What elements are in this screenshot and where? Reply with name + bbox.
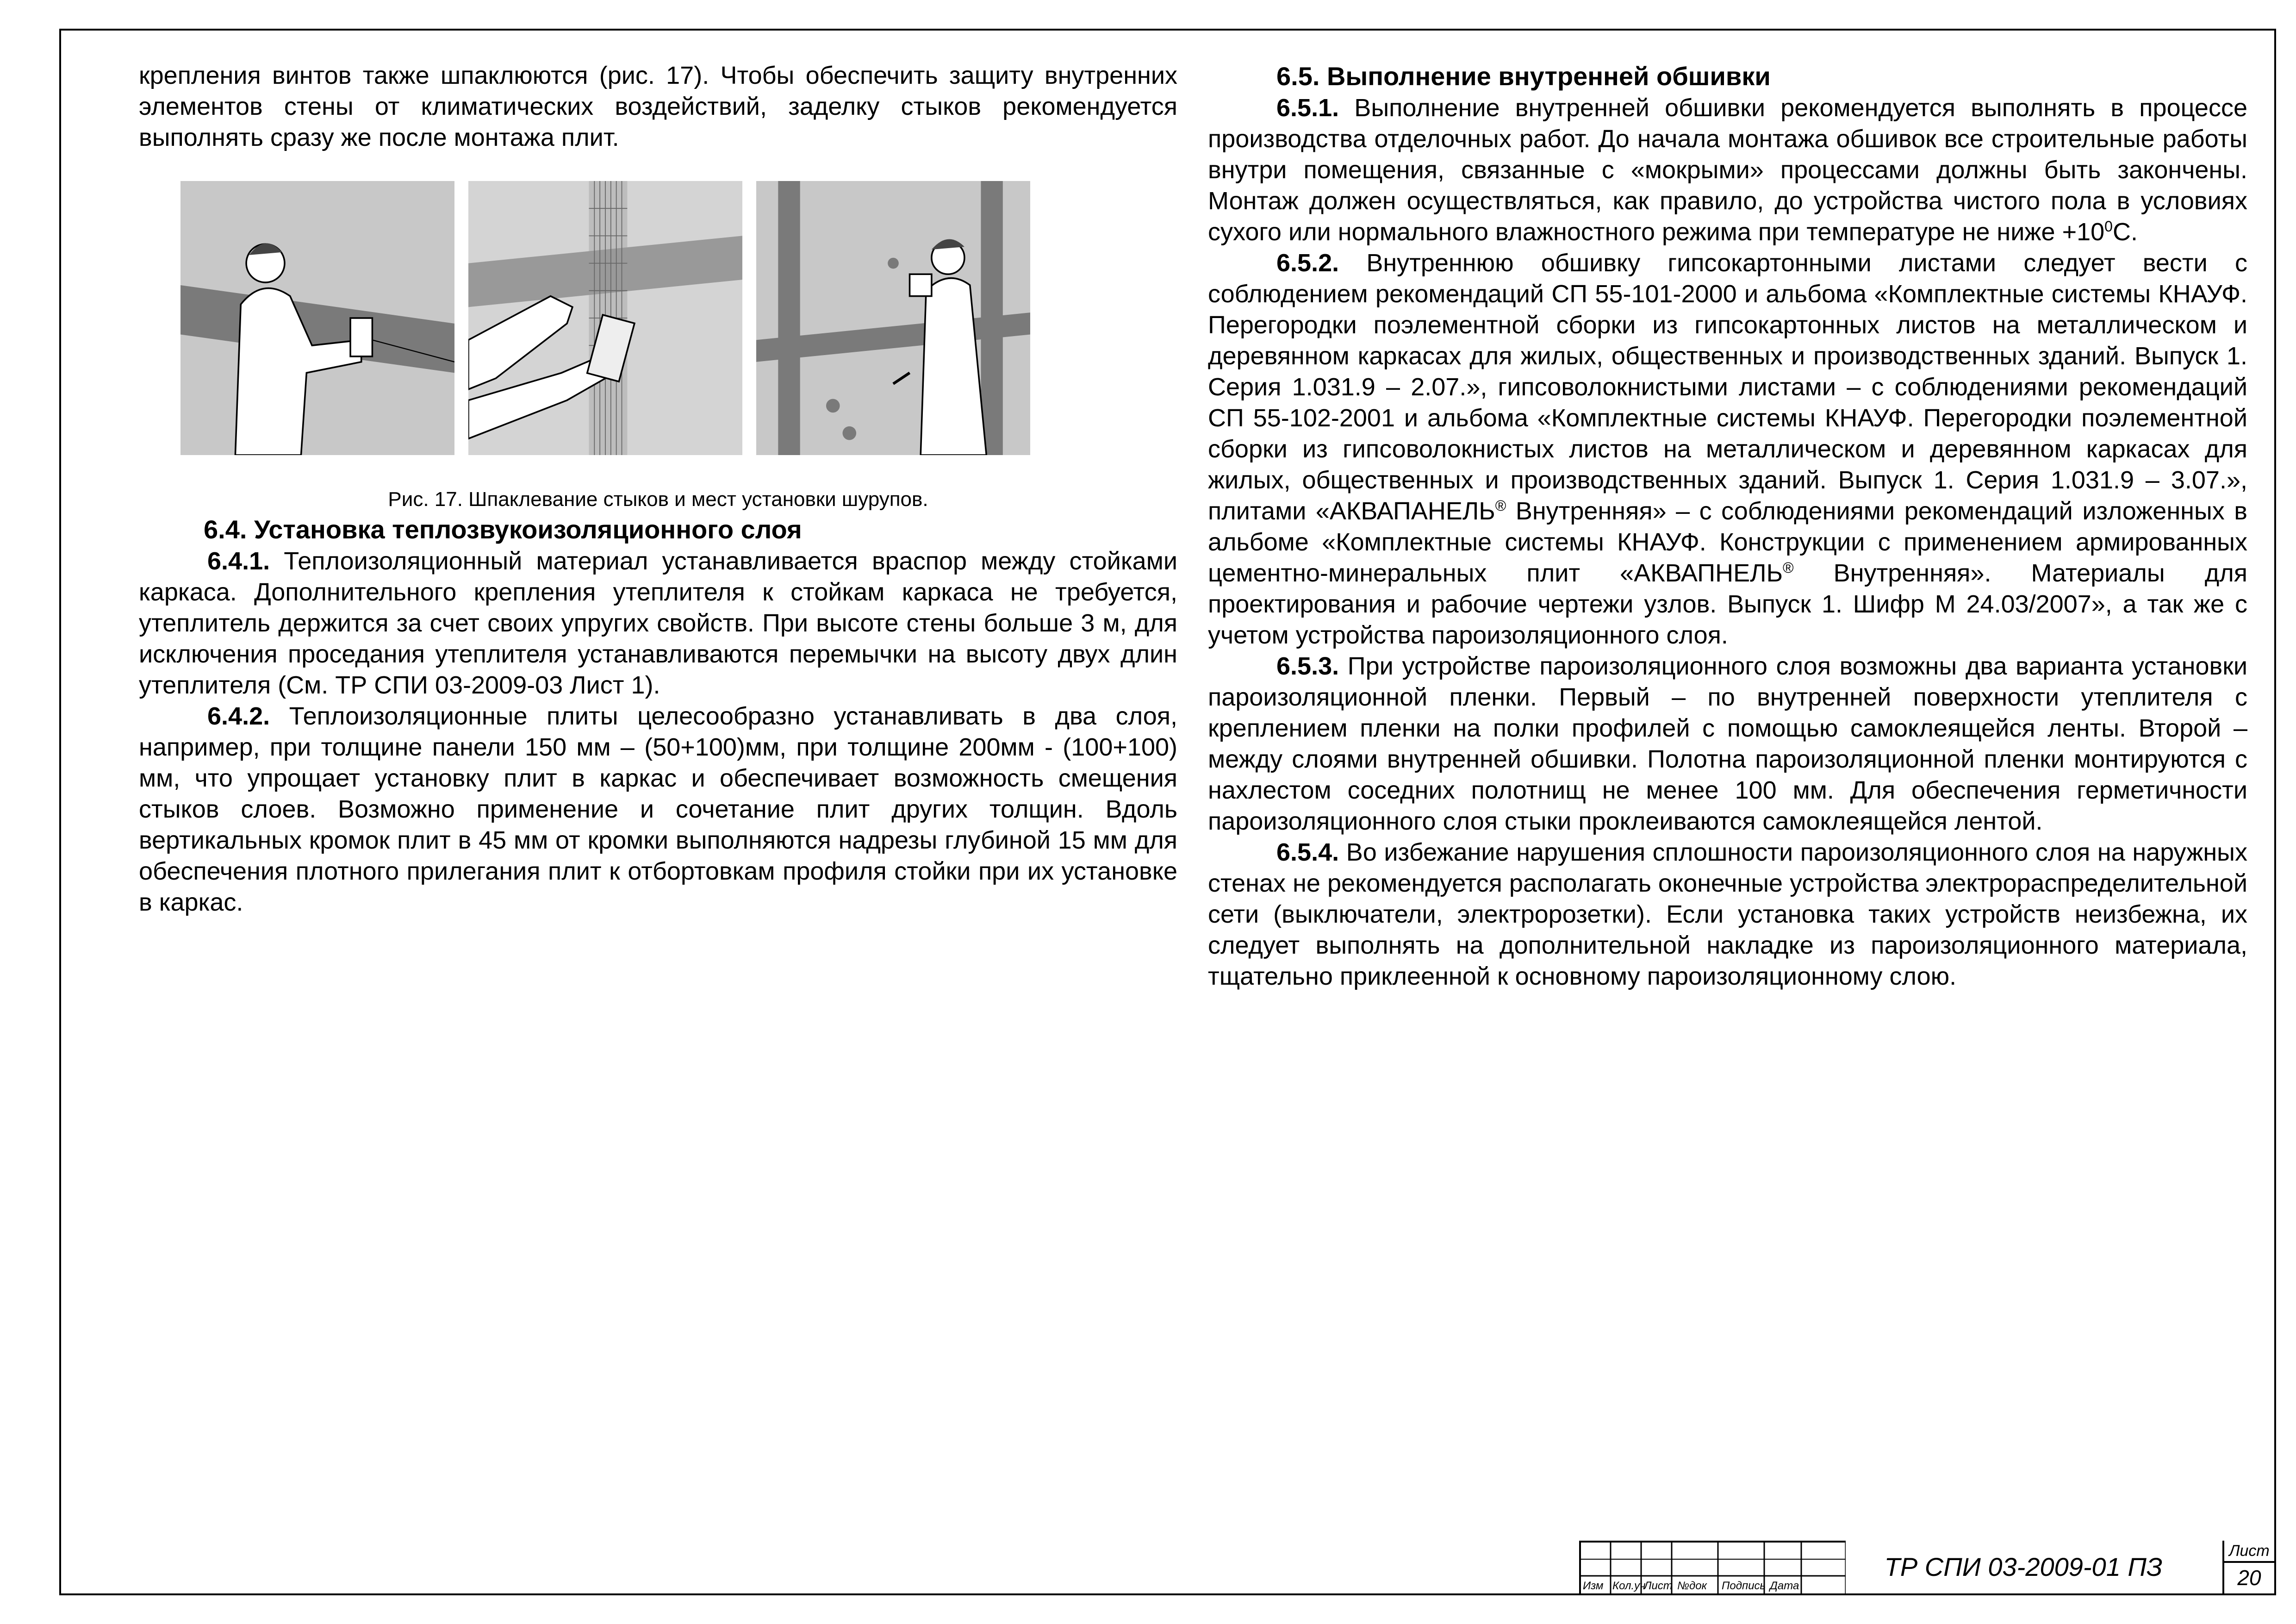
label-kol-uch: Кол.уч [1612,1580,1646,1592]
paragraph-text: Внутренняя». Материалы для проектирования и рабочие чертежи узлов. Выпуск 1. Шифр М 24.03/2007», а так же с учетом устройства пароизоляционного слоя. [1208,559,2247,649]
paragraph-text: Выполнение внутренней обшивки рекомендуется выполнять в процессе производства отделочных работ. До начала монтажа обшивок все строительные работы внутри помещения, связанные с «мокрыми» процессами должны быть закончены. Монтаж должен осуществляться, как правило, до устройства чистого пола в условиях сухого или нормального влажностного режима при температуре не ниже +10 [1208,94,2247,246]
figure-worker-1 [180,181,454,455]
paragraph-number: 6.4.1. [207,547,270,575]
degree-superscript: 0 [2104,218,2113,235]
paragraph-6-5-1 [1208,93,2247,248]
paragraph-number: 6.5.3. [1276,652,1339,680]
registered-mark: ® [1495,497,1506,514]
right-column [1208,60,2247,992]
sheet-number: 20 [2237,1566,2261,1590]
paragraph-text: Теплоизоляционные плиты целесообразно устанавливать в два слоя, например, при толщине панели 150 мм – (50+100)мм, при толщине 200мм - (100+100) мм, что упрощает установку плит в каркас и обеспечивает возможность смещения стыков слоев. Возможно применение и сочетание плит других толщин. Вдоль вертикальных кромок плит в 45 мм от кромки выполняются надрезы глубиной 15 мм для обеспечения плотного прилегания плит к отбортовкам профиля стойки при их установке в каркас. [139,702,1177,916]
paragraph-text-end: С. [2112,218,2138,246]
intro-paragraph: крепления винтов также шпаклюются (рис. 17). Чтобы обеспечить защиту внутренних элементов стены от климатических воздействий, заделку стыков рекомендуется выполнять сразу же после монтажа плит. [139,62,1177,151]
paragraph-number: 6.5.4. [1276,838,1339,866]
document-code: ТР СПИ 03-2009-01 ПЗ [1884,1552,2163,1581]
figure-worker-3 [756,181,1030,455]
title-block-labels [1579,1576,1846,1593]
title-block [1579,1541,2274,1593]
paragraph-number: 6.5.1. [1276,94,1339,122]
registered-mark: ® [1783,559,1794,576]
paragraph-text: Во избежание нарушения сплошности пароизоляционного слоя на наружных стенах не рекомендуется располагать оконечные устройства электрораспределительной сети (выключатели, электророзетки). Если установка таких устройств неизбежна, их следует выполнять на дополнительной накладке из пароизоляционного материала, тщательно приклеенной к основному пароизоляционному слою. [1208,838,2247,990]
label-izm: Изм [1583,1580,1604,1592]
paragraph-number: 6.5.2. [1276,249,1339,277]
paragraph-text: Внутреннюю обшивку гипсокартонными листами следует вести с соблюдением рекомендаций СП 55-101-2000 и альбома «Комплектные системы КНАУФ. Перегородки поэлементной сборки из гипсокартонных листов на металлическом и деревянном каркасах для жилых, общественных и производственных зданий. Выпуск 1. Серия 1.031.9 – 2.07.», гипсоволокнистыми листами – с соблюдениями рекомендаций СП 55-102-2001 и альбома «Комплектные системы КНАУФ. Перегородки поэлементной сборки из гипсоволокнистых листов на металлическом и деревянном каркасах для жилых, общественных и производственных зданий. Выпуск 1. Серия 1.031.9 – 3.07.», плитами «АКВАПАНЕЛЬ [1208,249,2247,525]
sheet-label: Лист [2224,1542,2274,1563]
paragraph-6-5-2 [1208,248,2247,651]
left-column [139,60,1177,918]
paragraph-6-4-1 [139,546,1177,701]
figure-17 [139,181,1177,459]
paragraph-6-5-4 [1208,837,2247,992]
figure-hands-2 [468,181,742,455]
paragraph-6-5-3 [1208,651,2247,837]
paragraph-6-4-2 [139,701,1177,918]
paragraph-text: При устройстве пароизоляционного слоя возможны два варианта установки пароизоляционной пленки. Первый – по внутренней поверхности утеплителя с креплением пленки на полки профилей с помощью самоклеящейся ленты. Второй – между слоями внутренней обшивки. Полотна пароизоляционной пленки монтируются с нахлестом соседних полотнищ не менее 100 мм. Для обеспечения герметичности пароизоляционного слоя стыки проклеиваются самоклеящейся лентой. [1208,652,2247,835]
label-date: Дата [1770,1580,1799,1592]
label-signature: Подпись [1722,1580,1766,1592]
label-num-dok: №док [1677,1580,1707,1592]
figure-caption: Рис. 17. Шпаклевание стыков и мест установки шурупов. [388,488,928,511]
label-list: Лист [1644,1580,1673,1592]
section-title-6-5: 6.5. Выполнение внутренней обшивки [1276,62,1771,91]
paragraph-text: Внутренняя» – с соблюдениями рекомендаций изложенных в альбоме «Комплектные системы КНАУФ. Конструкции с применением армированных цементно-минеральных плит «АКВАПНЕЛЬ [1208,497,2247,587]
sheet-box [2222,1541,2274,1593]
paragraph-text: Теплоизоляционный материал устанавливается враспор между стойками каркаса. Дополнительного крепления утеплителя к стойкам каркаса не требуется, утеплитель держится за счет своих упругих свойств. При высоте стены больше 3 м, для исключения проседания утеплителя устанавливаются перемычки на высоту двух длин утеплителя (См. ТР СПИ 03-2009-03 Лист 1). [139,547,1177,699]
section-title-6-4: 6.4. Установка теплозвукоизоляционного слоя [204,515,802,544]
paragraph-number: 6.4.2. [207,702,270,730]
